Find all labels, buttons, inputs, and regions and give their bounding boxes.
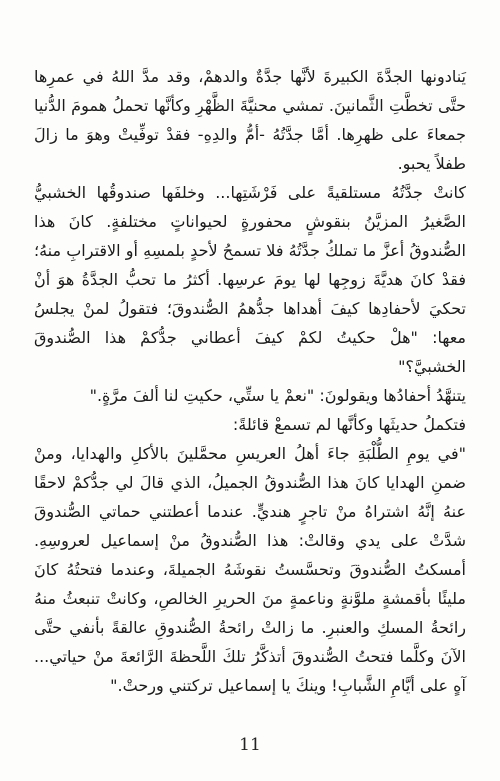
paragraph-4: فتكملُ حديثَها وكأنَّها لم تسمعْ قائلةً:: [232, 415, 466, 434]
body-text: [34, 62, 466, 700]
paragraph-2: كانتْ جدَّتُهُ مستلقيةً على فَرْشَتِها... وخلفَها صندوقُها الخشبيُّ الصَّغيرُ المزيَّنُ بنقوشٍ محفورةٍ لحيواناتٍ مختلفةٍ. كانَ هذا الصُّندوقُ أعزَّ ما تملكُ جدَّتُهُ فلا تسمحُ لأحدٍ بلمسِهِ أو الاقترابِ منهُ؛ فقدْ كانَ هديَّةَ زوجِها لها يومَ عرسِها. أكثرُ ما تحبُّ الجدَّةُ هوَ أنْ تحكيَ لأحفادِها كيفَ أهداها جدُّهمُ الصُّندوقَ؛ فتقولُ لمنْ يجلسُ معها: "هلْ حكيتُ لكمْ كيفَ أعطاني جدُّكمْ هذا الصُّندوقَ الخشبيَّ؟": [34, 183, 466, 376]
paragraph-1: يَنادونها الجدَّةَ الكبيرةَ لأنَّها جدَّةٌ والدهمْ، وقد مدَّ اللهُ في عمرِها حتَّى تخطَّتِ الثَّمانينَ. تمشي محنيَّةَ الظَّهْرِ وكأنَّها تحملُ همومَ الدُّنيا جمعاءَ على ظهرِها. أمَّا جدَّتُهُ -أمُّ والدِهِ- فقدْ توفِّيتْ وهوَ ما زالَ طفلاً يحبو.: [34, 67, 466, 173]
page-number: 11: [239, 735, 261, 755]
paragraph-3: يتنهَّدُ أحفادُها ويقولونَ: "نعمْ يا ستِّي، حكيتِ لنا ألفَ مرَّةٍ.": [89, 386, 466, 405]
paragraph-5: "في يومِ الطُّلْبَةِ جاءَ أهلُ العريسِ محمَّلينَ بالأكلِ والهدايا، ومنْ ضمنِ الهدايا كانَ هذا الصُّندوقُ الجميلُ، الذي قالَ لي جدُّكمْ لاحقًا عنهُ إنَّهُ اشتراهُ منْ تاجرٍ هنديٍّ. عندما أعطتني حماتي الصُّندوقَ شدَّتْ على يدي وقالتْ: هذا الصُّندوقُ منْ إسماعيل لعروسِهِ. أمسكتُ الصُّندوقَ وتحسَّستُ نقوشَهُ الجميلةَ، وعندما فتحتُهُ كانَ مليئًا بأقمشةٍ ملوَّنةٍ وناعمةٍ منَ الحريرِ الخالصِ، وكانتْ تنبعثُ منهُ رائحةُ المسكِ والعنبرِ. ما زالتْ رائحةُ الصُّندوقِ عالقةً بأنفي حتَّى الآنَ وكلَّما فتحتُ الصُّندوقَ أتذكَّرُ تلكَ اللَّحظةَ الرَّائعةَ منْ حياتي... آهٍ على أيَّامِ الشَّبابِ! وينكَ يا إسماعيل تركتني ورحتْ.": [34, 444, 466, 695]
